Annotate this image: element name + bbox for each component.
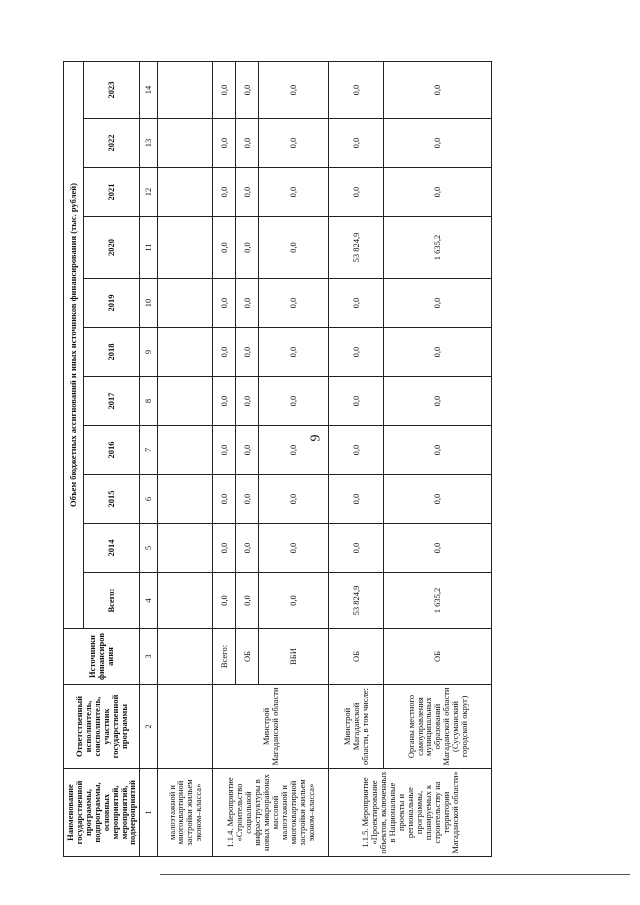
source-cell: ОБ (384, 629, 492, 685)
col-number: 11 (140, 217, 158, 279)
value-cell: 0,0 (329, 426, 384, 475)
col-number: 9 (140, 328, 158, 377)
col-number: 13 (140, 119, 158, 168)
col-number: 7 (140, 426, 158, 475)
table-row (213, 61, 236, 856)
value-cell: 0,0 (213, 524, 236, 573)
col-number: 6 (140, 475, 158, 524)
header-year: 2016 (84, 426, 140, 475)
col-number: 8 (140, 377, 158, 426)
value-cell: 0,0 (384, 524, 492, 573)
table-row (158, 61, 213, 856)
value-cell: 0,0 (236, 328, 259, 377)
header-year: 2020 (84, 217, 140, 279)
value-cell: 0,0 (259, 328, 329, 377)
value-cell: 0,0 (213, 217, 236, 279)
page-number: 9 (308, 434, 324, 442)
value-cell: 0,0 (236, 573, 259, 629)
source-cell: ВБИ (259, 629, 329, 685)
source-cell: ОБ (236, 629, 259, 685)
col-number: 1 (140, 769, 158, 857)
m115-name: 1.1.5. Мероприятие «Проектирование объектов, включенных в Национальные проекты и региональные программы, планируемых к строительству на территории Магаданской области» (329, 769, 492, 857)
header-year: 2019 (84, 279, 140, 328)
col-number: 10 (140, 279, 158, 328)
value-cell: 0,0 (384, 168, 492, 217)
continued-name-cell: малоэтажной и многоквартирной застройки жильем эконом–класса» (158, 769, 213, 857)
column-number-row (140, 61, 158, 856)
value-cell: 0,0 (329, 524, 384, 573)
header-source: Источники финансирования (64, 629, 140, 685)
value-cell: 0,0 (236, 426, 259, 475)
header-year: 2014 (84, 524, 140, 573)
value-cell: 0,0 (259, 279, 329, 328)
col-number: 12 (140, 168, 158, 217)
value-cell: 0,0 (259, 61, 329, 118)
value-cell: 0,0 (259, 426, 329, 475)
header-year: 2023 (84, 61, 140, 118)
header-year: 2015 (84, 475, 140, 524)
rotated-table-container (63, 62, 588, 857)
header-year: 2022 (84, 119, 140, 168)
header-year: 2018 (84, 328, 140, 377)
value-cell: 0,0 (213, 573, 236, 629)
value-cell: 1 635,2 (384, 217, 492, 279)
m114-executor: Минстрой Магаданской области (213, 685, 329, 769)
value-cell: 0,0 (259, 377, 329, 426)
value-cell: 0,0 (329, 279, 384, 328)
value-cell: 0,0 (213, 279, 236, 328)
value-cell: 0,0 (236, 168, 259, 217)
value-cell: 0,0 (213, 377, 236, 426)
value-cell: 0,0 (259, 119, 329, 168)
value-cell: 0,0 (236, 119, 259, 168)
value-cell: 0,0 (213, 426, 236, 475)
value-cell: 0,0 (384, 61, 492, 118)
value-cell: 0,0 (213, 168, 236, 217)
value-cell: 0,0 (384, 328, 492, 377)
value-cell: 0,0 (236, 217, 259, 279)
value-cell: 0,0 (236, 61, 259, 118)
value-cell: 0,0 (329, 61, 384, 118)
source-cell: Всего: (213, 629, 236, 685)
value-cell: 0,0 (259, 524, 329, 573)
value-cell: 0,0 (329, 168, 384, 217)
value-cell: 0,0 (236, 475, 259, 524)
value-cell: 53 824,9 (329, 217, 384, 279)
table-row (384, 61, 492, 856)
value-cell: 0,0 (329, 475, 384, 524)
value-cell: 0,0 (259, 475, 329, 524)
col-number: 3 (140, 629, 158, 685)
value-cell: 53 824,9 (329, 573, 384, 629)
m114-name: 1.1.4. Мероприятие «Строительство социальной инфраструктуры в новых микрорайонах массовой малоэтажной и многоквартирной застройки жильем эконом–класса» (213, 769, 329, 857)
header-executor: Ответственный исполнитель, соисполнитель, участник государственной программы (64, 685, 140, 769)
m115-executor-1: Минстрой Магаданской области, в том числе: (329, 685, 384, 769)
value-cell: 1 635,2 (384, 573, 492, 629)
value-cell: 0,0 (259, 217, 329, 279)
header-name: Наименование государственной программы, подпрограммы, основных мероприятий, мероприятий, подмероприятий (64, 769, 140, 857)
value-cell: 0,0 (213, 119, 236, 168)
value-cell: 0,0 (259, 168, 329, 217)
col-number: 2 (140, 685, 158, 769)
value-cell: 0,0 (384, 279, 492, 328)
financing-table (63, 61, 492, 857)
value-cell: 0,0 (213, 61, 236, 118)
source-cell: ОБ (329, 629, 384, 685)
value-cell: 0,0 (236, 524, 259, 573)
table-row (329, 61, 384, 856)
col-number: 5 (140, 524, 158, 573)
value-cell: 0,0 (329, 377, 384, 426)
value-cell: 0,0 (384, 119, 492, 168)
value-cell: 0,0 (384, 426, 492, 475)
header-year: 2021 (84, 168, 140, 217)
header-total: Всего: (84, 573, 140, 629)
m115-executor-2: Органы местного самоуправления муниципальных образований Магаданской области (Сусуманский городской округ) (384, 685, 492, 769)
header-year: 2017 (84, 377, 140, 426)
header-financing-group: Объем бюджетных ассигнований и иных источников финансирования (тыс. рублей) (64, 61, 84, 628)
value-cell: 0,0 (384, 475, 492, 524)
value-cell: 0,0 (329, 328, 384, 377)
col-number: 4 (140, 573, 158, 629)
col-number: 14 (140, 61, 158, 118)
value-cell: 0,0 (236, 279, 259, 328)
bottom-rule (160, 874, 630, 875)
value-cell: 0,0 (329, 119, 384, 168)
value-cell: 0,0 (259, 573, 329, 629)
value-cell: 0,0 (236, 377, 259, 426)
value-cell: 0,0 (213, 328, 236, 377)
value-cell: 0,0 (213, 475, 236, 524)
value-cell: 0,0 (384, 377, 492, 426)
